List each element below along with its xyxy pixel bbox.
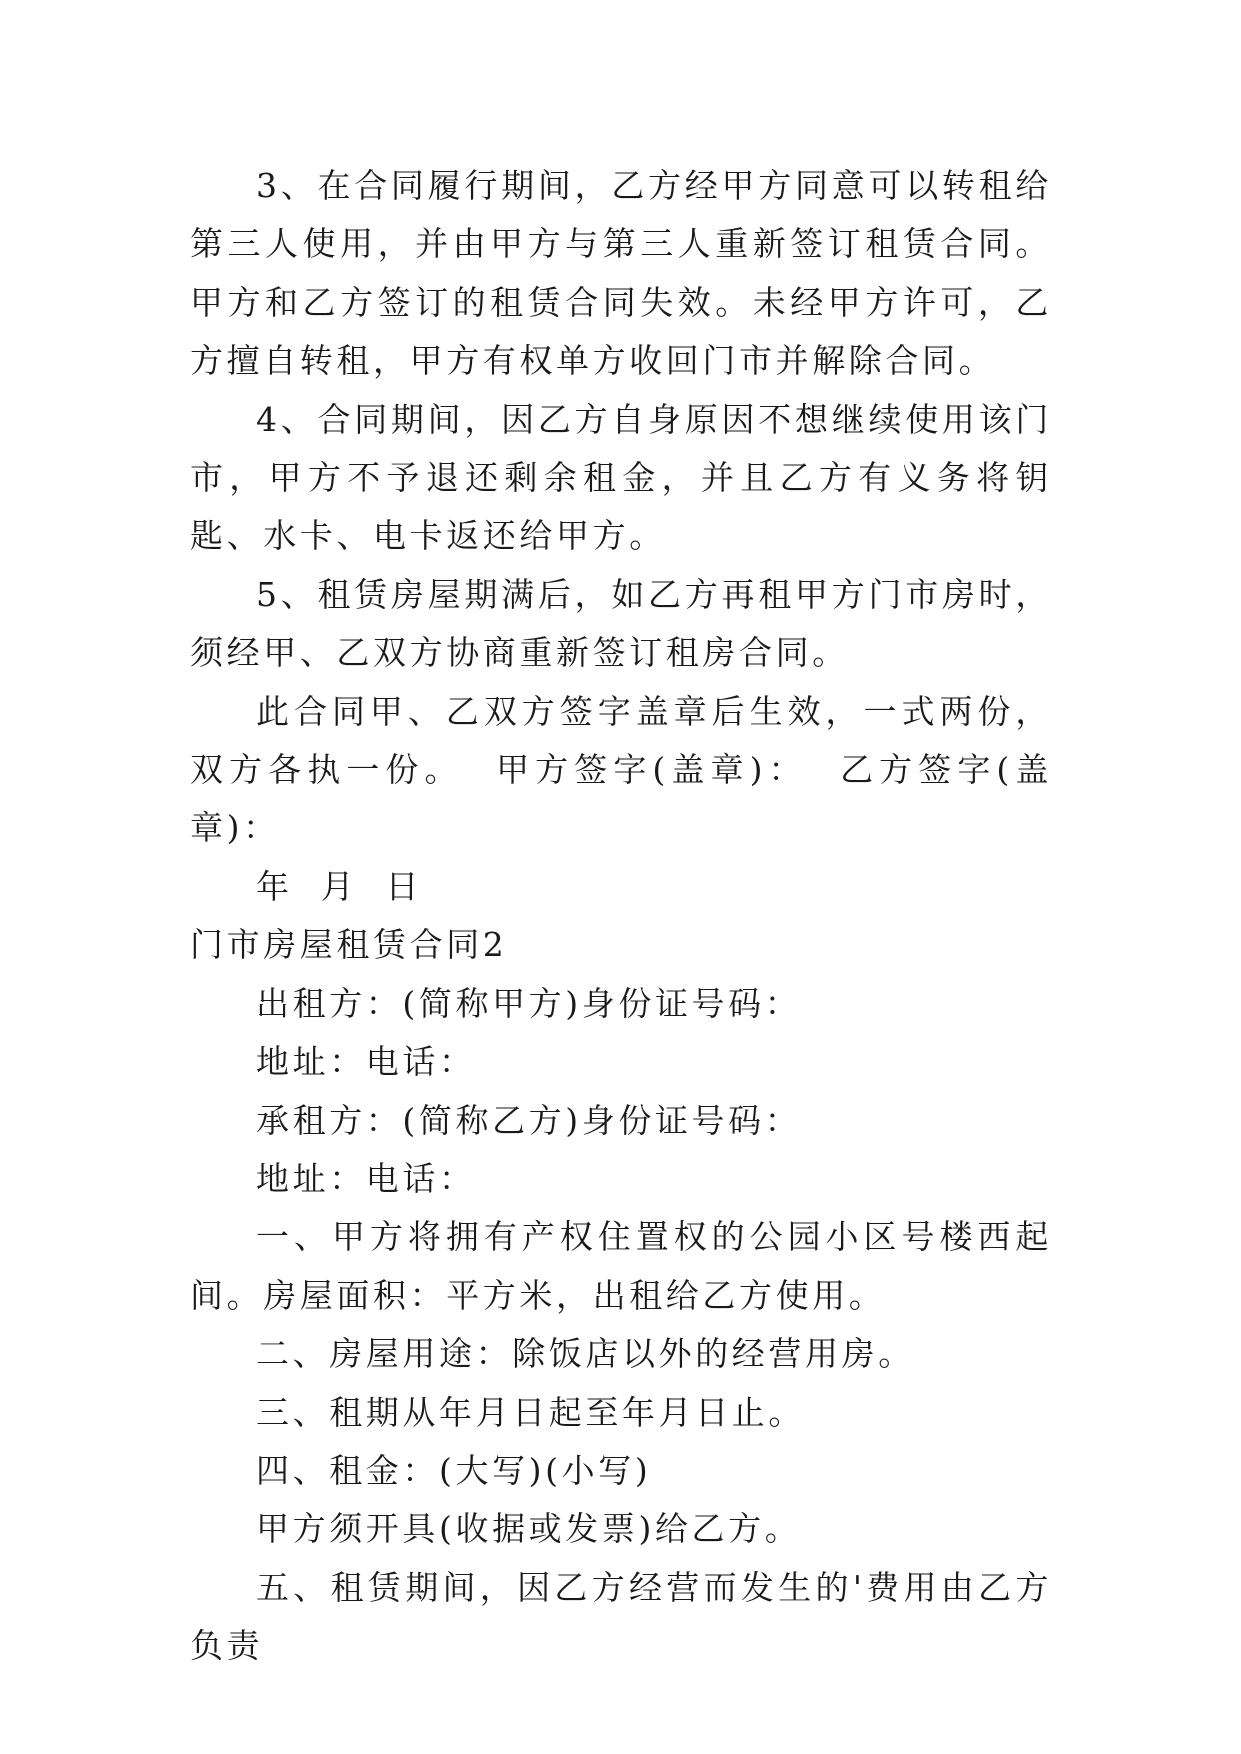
invoice-paragraph: 甲方须开具(收据或发票)给乙方。: [256, 1509, 802, 1549]
section-2-title: 门市房屋租赁合同2: [190, 925, 508, 965]
document-body: [190, 157, 1052, 1676]
party-a-signature-label: 甲方签字(盖章)：: [493, 750, 808, 790]
party-b-signature-label: 乙方签字(盖章)：: [190, 750, 1052, 848]
article-1-paragraph: 一、甲方将拥有产权住置权的公园小区号楼西起间。房屋面积：平方米，出租给乙方使用。: [190, 1217, 1052, 1315]
article-4-paragraph: 四、租金：(大写)(小写): [256, 1450, 652, 1490]
lessee-address-line: 地址：电话：: [256, 1158, 476, 1198]
lessor-address-line: 地址：电话：: [256, 1042, 476, 1082]
article-3-paragraph: 三、租期从年月日起至年月日止。: [256, 1392, 805, 1432]
lessee-line: 承租方：(简称乙方)身份证号码：: [256, 1100, 802, 1140]
closing-paragraph: [190, 683, 1052, 858]
clause-5-paragraph: 5、租赁房屋期满后，如乙方再租甲方门市房时，须经甲、乙双方协商重新签订租房合同。: [190, 574, 1052, 673]
lessor-line: 出租方：(简称甲方)身份证号码：: [256, 983, 802, 1023]
article-5-paragraph: 五、租赁期间，因乙方经营而发生的'费用由乙方负责: [190, 1567, 1052, 1666]
article-2-paragraph: 二、房屋用途：除饭店以外的经营用房。: [256, 1334, 915, 1374]
date-line: 年 月 日: [256, 866, 423, 906]
clause-4-paragraph: 4、合同期间，因乙方自身原因不想继续使用该门市，甲方不予退还剩余租金，并且乙方有义务将钥匙、水卡、电卡返还给甲方。: [190, 399, 1052, 556]
closing-text: 此合同甲、乙双方签字盖章后生效，一式两份，双方各执一份。: [190, 691, 1052, 790]
clause-3-paragraph: 3、在合同履行期间，乙方经甲方同意可以转租给第三人使用，并由甲方与第三人重新签订租赁合同。甲方和乙方签订的租赁合同失效。未经甲方许可，乙方擅自转租，甲方有权单方收回门市并解除合同。: [190, 166, 1052, 381]
